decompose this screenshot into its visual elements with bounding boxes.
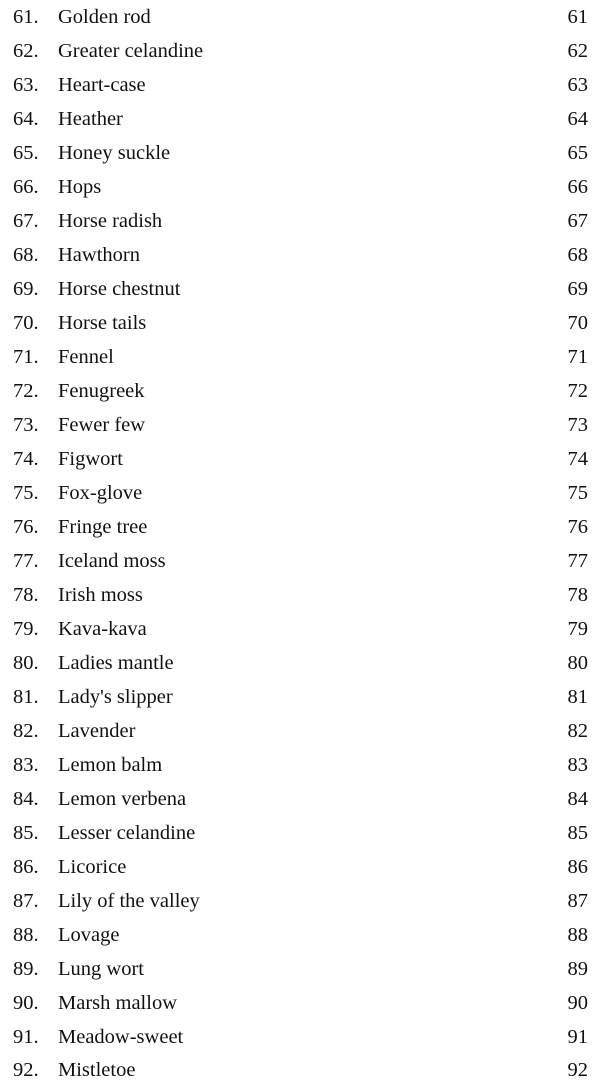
entry-number: 89.	[13, 958, 39, 980]
entry-page-number: 71	[567, 346, 588, 368]
entry-number: 88.	[13, 924, 39, 946]
entry-page-number: 63	[567, 74, 588, 96]
entry-page-number: 86	[567, 856, 588, 878]
toc-entry	[0, 782, 600, 816]
toc-entry	[0, 850, 600, 884]
entry-title: Mistletoe	[58, 1059, 136, 1081]
entry-page-number: 83	[567, 754, 588, 776]
entry-title: Horse tails	[58, 312, 147, 334]
entry-page-number: 70	[567, 312, 588, 334]
toc-entry	[0, 102, 600, 136]
entry-title: Horse chestnut	[58, 278, 181, 300]
entry-page-number: 73	[567, 414, 588, 436]
entry-title: Greater celandine	[58, 40, 204, 62]
toc-entry	[0, 714, 600, 748]
entry-number: 79.	[13, 618, 39, 640]
entry-page-number: 67	[567, 210, 588, 232]
toc-entry	[0, 408, 600, 442]
entry-number: 62.	[13, 40, 39, 62]
entry-number: 92.	[13, 1059, 39, 1081]
entry-title: Fox-glove	[58, 482, 143, 504]
entry-number: 67.	[13, 210, 39, 232]
entry-number: 83.	[13, 754, 39, 776]
entry-page-number: 80	[567, 652, 588, 674]
entry-number: 82.	[13, 720, 39, 742]
entry-number: 86.	[13, 856, 39, 878]
entry-page-number: 77	[567, 550, 588, 572]
toc-entry	[0, 0, 600, 34]
toc-entry	[0, 680, 600, 714]
entry-page-number: 81	[567, 686, 588, 708]
entry-title: Meadow-sweet	[58, 1026, 184, 1048]
toc-entry	[0, 340, 600, 374]
toc-entry	[0, 34, 600, 68]
entry-page-number: 74	[567, 448, 588, 470]
entry-number: 72.	[13, 380, 39, 402]
toc-entry	[0, 612, 600, 646]
entry-title: Heather	[58, 108, 123, 130]
entry-title: Heart-case	[58, 74, 146, 96]
entry-number: 80.	[13, 652, 39, 674]
entry-page-number: 69	[567, 278, 588, 300]
entry-page-number: 68	[567, 244, 588, 266]
entry-number: 65.	[13, 142, 39, 164]
toc-entry	[0, 952, 600, 986]
entry-page-number: 72	[567, 380, 588, 402]
entry-title: Lung wort	[58, 958, 144, 980]
entry-title: Lemon balm	[58, 754, 163, 776]
entry-title: Lemon verbena	[58, 788, 187, 810]
toc-entry	[0, 238, 600, 272]
entry-title: Hops	[58, 176, 102, 198]
entry-number: 68.	[13, 244, 39, 266]
entry-page-number: 66	[567, 176, 588, 198]
entry-number: 91.	[13, 1026, 39, 1048]
entry-number: 64.	[13, 108, 39, 130]
entry-number: 61.	[13, 6, 39, 28]
entry-number: 77.	[13, 550, 39, 572]
entry-page-number: 75	[567, 482, 588, 504]
entry-number: 74.	[13, 448, 39, 470]
entry-number: 69.	[13, 278, 39, 300]
entry-page-number: 88	[567, 924, 588, 946]
entry-title: Horse radish	[58, 210, 163, 232]
entry-page-number: 91	[567, 1026, 588, 1048]
entry-number: 75.	[13, 482, 39, 504]
entry-title: Golden rod	[58, 6, 151, 28]
entry-title: Lovage	[58, 924, 120, 946]
toc-entry	[0, 136, 600, 170]
toc-entry	[0, 272, 600, 306]
entry-page-number: 85	[567, 822, 588, 844]
toc-entry	[0, 918, 600, 952]
toc-entry	[0, 986, 600, 1020]
entry-page-number: 61	[567, 6, 588, 28]
entry-title: Figwort	[58, 448, 123, 470]
entry-title: Iceland moss	[58, 550, 166, 572]
entry-title: Honey suckle	[58, 142, 171, 164]
entry-number: 87.	[13, 890, 39, 912]
entry-page-number: 92	[567, 1059, 588, 1081]
entry-number: 73.	[13, 414, 39, 436]
entry-page-number: 78	[567, 584, 588, 606]
toc-entry	[0, 170, 600, 204]
entry-title: Fringe tree	[58, 516, 148, 538]
toc-entry	[0, 374, 600, 408]
toc-entry	[0, 884, 600, 918]
entry-number: 70.	[13, 312, 39, 334]
entry-title: Lavender	[58, 720, 136, 742]
entry-page-number: 64	[567, 108, 588, 130]
toc-entry	[0, 442, 600, 476]
toc-entry	[0, 68, 600, 102]
toc-entry	[0, 306, 600, 340]
entry-page-number: 79	[567, 618, 588, 640]
entry-title: Lesser celandine	[58, 822, 196, 844]
entry-page-number: 65	[567, 142, 588, 164]
entry-title: Licorice	[58, 856, 127, 878]
entry-number: 76.	[13, 516, 39, 538]
entry-number: 81.	[13, 686, 39, 708]
entry-title: Fenugreek	[58, 380, 145, 402]
toc-entry	[0, 646, 600, 680]
entry-page-number: 76	[567, 516, 588, 538]
entry-title: Marsh mallow	[58, 992, 177, 1014]
entry-number: 84.	[13, 788, 39, 810]
entry-number: 63.	[13, 74, 39, 96]
toc-entry	[0, 816, 600, 850]
entry-title: Ladies mantle	[58, 652, 174, 674]
toc-entry	[0, 204, 600, 238]
toc-entry	[0, 544, 600, 578]
toc-entry	[0, 578, 600, 612]
toc-entry	[0, 1053, 600, 1087]
entry-page-number: 84	[567, 788, 588, 810]
entry-title: Hawthorn	[58, 244, 140, 266]
entry-number: 71.	[13, 346, 39, 368]
entry-page-number: 90	[567, 992, 588, 1014]
entry-number: 66.	[13, 176, 39, 198]
entry-page-number: 87	[567, 890, 588, 912]
entry-title: Irish moss	[58, 584, 143, 606]
entry-number: 78.	[13, 584, 39, 606]
entry-title: Lady's slipper	[58, 686, 173, 708]
entry-page-number: 62	[567, 40, 588, 62]
entry-title: Kava-kava	[58, 618, 147, 640]
toc-entry	[0, 510, 600, 544]
entry-title: Fennel	[58, 346, 114, 368]
entry-page-number: 82	[567, 720, 588, 742]
toc-entry	[0, 748, 600, 782]
entry-number: 90.	[13, 992, 39, 1014]
entry-page-number: 89	[567, 958, 588, 980]
entry-title: Lily of the valley	[58, 890, 200, 912]
entry-title: Fewer few	[58, 414, 146, 436]
entry-number: 85.	[13, 822, 39, 844]
toc-entry	[0, 1020, 600, 1054]
toc-entry	[0, 476, 600, 510]
